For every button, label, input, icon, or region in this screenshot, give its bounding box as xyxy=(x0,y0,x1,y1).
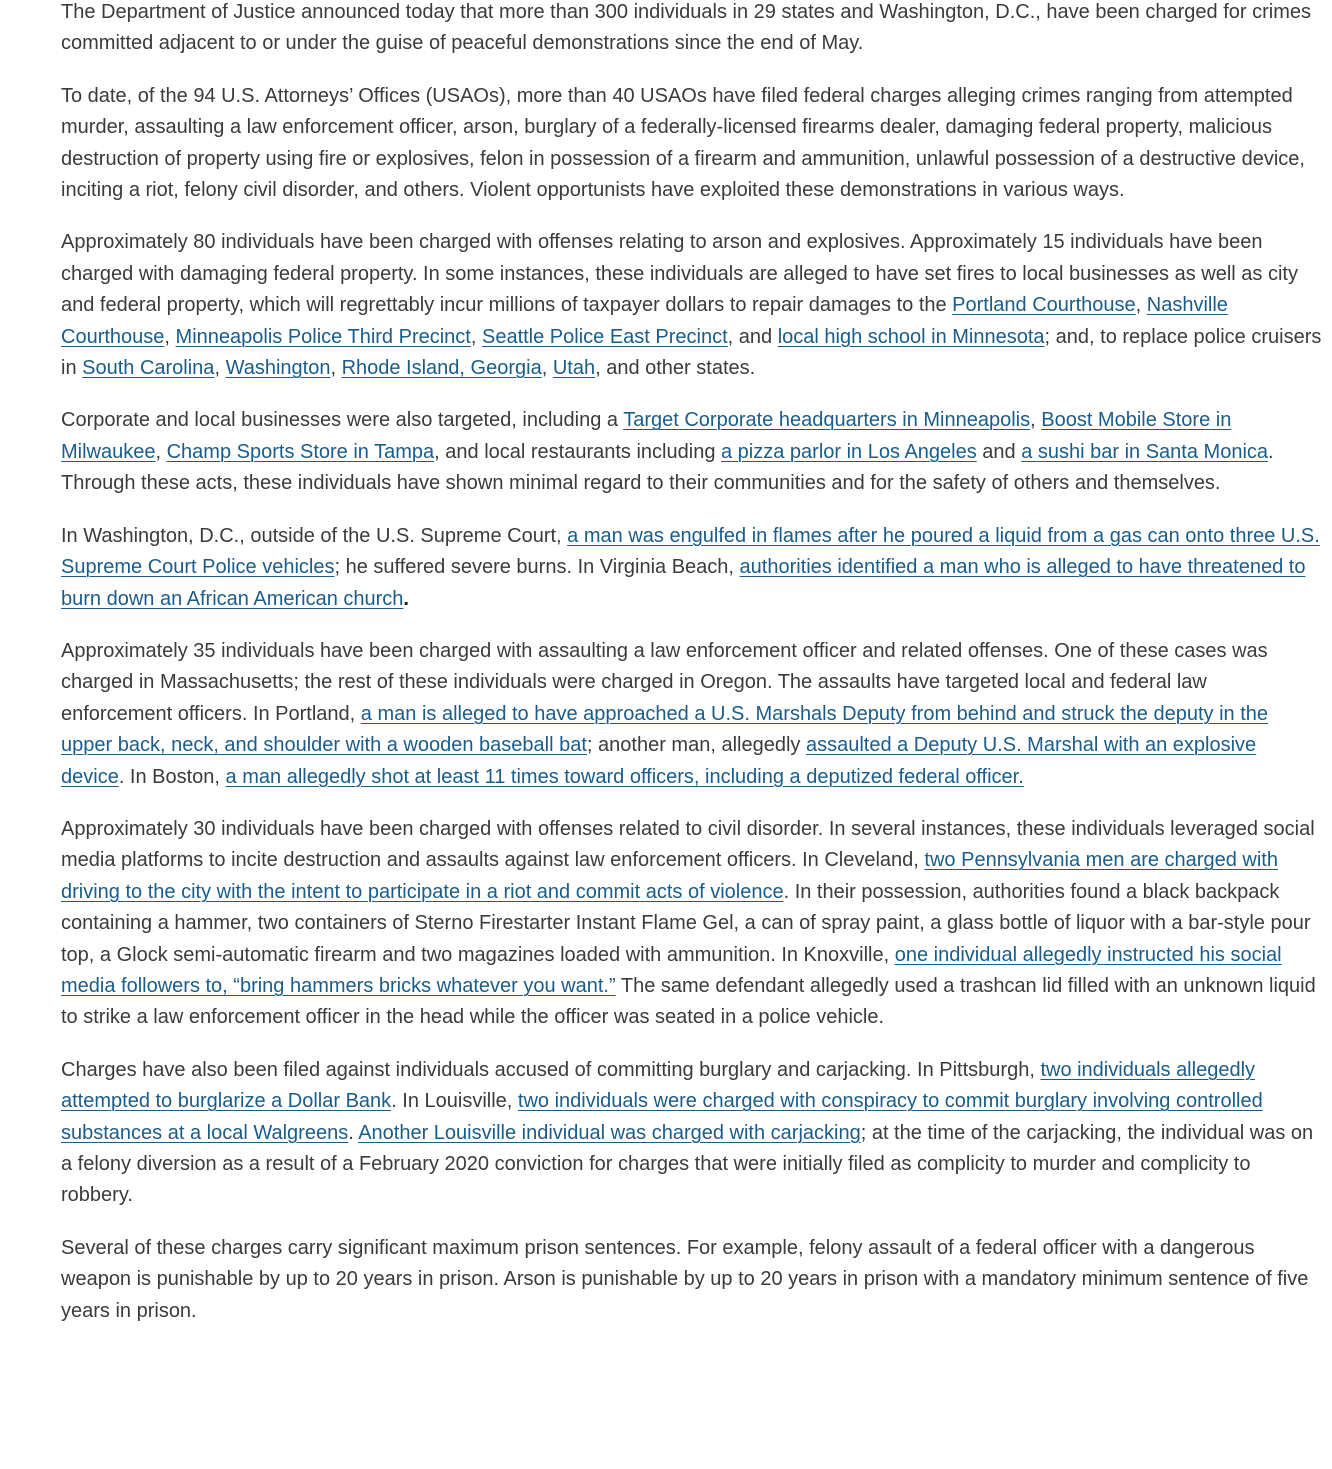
paragraph-text: Corporate and local businesses were also targeted, including a xyxy=(61,409,624,432)
paragraph-text: ; and, to replace police cruisers in xyxy=(61,325,1322,380)
paragraph-text: The Department of Justice announced today that more than 300 individuals in 29 states and Washington, D.C., have been charged for crimes committed adjacent to or under the guise of peaceful demonstrations since the end of May. xyxy=(61,1,1311,55)
paragraph-text: ; he suffered severe burns. In Virginia Beach, xyxy=(334,556,740,579)
article-link[interactable]: Washington xyxy=(225,357,331,380)
paragraph xyxy=(61,1055,1323,1212)
article-link[interactable]: Nashville Courthouse xyxy=(61,294,1228,348)
bold-period: . xyxy=(403,587,409,610)
article-link[interactable]: one individual allegedly instructed his social media followers to, “bring hammers bricks whatever you want.” xyxy=(61,943,1282,997)
paragraph xyxy=(61,636,1323,793)
paragraph-text: and xyxy=(976,440,1022,463)
paragraph-text: . Through these acts, these individuals have shown minimal regard to their communities and for the safety of others and themselves. xyxy=(61,440,1274,495)
article-link[interactable]: a sushi bar in Santa Monica xyxy=(1021,440,1269,463)
article-link[interactable]: a man is alleged to have approached a U.S. Marshals Deputy from behind and struck the deputy in the upper back, neck, and shoulder with a wooden baseball bat xyxy=(61,702,1268,757)
paragraph xyxy=(61,814,1323,1034)
paragraph-text: To date, of the 94 U.S. Attorneys’ Offices (USAOs), more than 40 USAOs have filed federal charges alleging crimes ranging from attempted murder, assaulting a law enforcement officer, arson, burglary of a federally-licensed firearms dealer, damaging federal property, malicious destruction of property using fire or explosives, felon in possession of a firearm and ammunition, unlawful possession of a destructive device, inciting a riot, felony civil disorder, and others. Violent opportunists have exploited these demonstrations in various ways. xyxy=(61,84,1305,202)
paragraph-text: . In Boston, xyxy=(118,765,226,788)
paragraph-text: , and other states. xyxy=(595,357,756,380)
paragraph-text: Approximately 80 individuals have been charged with offenses relating to arson and explosives. Approximately 15 individuals have been charged with damaging federal property. In some instances, these individuals are alleged to have set fires to local businesses as well as city and federal property, which will regrettably incur millions of taxpayer dollars to repair damages to the xyxy=(61,231,1298,317)
paragraph-text: , xyxy=(541,357,553,380)
paragraph xyxy=(61,227,1323,384)
article-link[interactable]: Minneapolis Police Third Precinct xyxy=(175,325,471,348)
article-link[interactable]: Seattle Police East Precinct xyxy=(481,325,728,348)
paragraph-text: In Washington, D.C., outside of the U.S. Supreme Court, xyxy=(61,524,568,547)
paragraph xyxy=(61,405,1323,499)
paragraph-text: , xyxy=(155,440,167,463)
paragraph xyxy=(61,1233,1323,1327)
article-body xyxy=(61,0,1323,1348)
article-link[interactable]: South Carolina xyxy=(82,357,215,380)
paragraph-text: , xyxy=(470,325,482,348)
paragraph-text: ; at the time of the carjacking, the individual was on a felony diversion as a result of a February 2020 conviction for charges that were initially filed as complicity to murder and complicity to robbery. xyxy=(61,1121,1314,1207)
paragraph-text: , and xyxy=(727,325,778,348)
article-link[interactable]: two individuals allegedly attempted to burglarize a Dollar Bank xyxy=(61,1058,1256,1113)
article-link[interactable]: Another Louisville individual was charged with carjacking xyxy=(358,1121,861,1144)
article-link[interactable]: Target Corporate headquarters in Minneapolis xyxy=(623,409,1031,432)
paragraph-text: . In their possession, authorities found a black backpack containing a hammer, two containers of Sterno Firestarter Instant Flame Gel, a can of spray paint, a glass bottle of liquor with a bar-style pour top, a Glock semi-automatic firearm and two magazines loaded with ammunition. In Knoxville, xyxy=(61,880,1311,966)
paragraph-text: , xyxy=(164,325,176,348)
article-link[interactable]: a pizza parlor in Los Angeles xyxy=(721,440,977,463)
article-link[interactable]: Boost Mobile Store in Milwaukee xyxy=(61,409,1232,463)
article-link[interactable]: Rhode Island, Georgia xyxy=(341,357,542,380)
article-link[interactable]: a man was engulfed in flames after he poured a liquid from a gas can onto three U.S. Supreme Court Police vehicles xyxy=(61,524,1320,579)
paragraph-text: Approximately 35 individuals have been charged with assaulting a law enforcement officer and related offenses. One of these cases was charged in Massachusetts; the rest of these individuals were charged in Oregon. The assaults have targeted local and federal law enforcement officers. In Portland, xyxy=(61,639,1268,725)
paragraph-text: , xyxy=(1135,294,1147,317)
paragraph xyxy=(61,81,1323,207)
paragraph-text: , and local restaurants including xyxy=(434,440,721,463)
paragraph-text: . xyxy=(348,1121,359,1144)
article-link[interactable]: authorities identified a man who is alleged to have threatened to burn down an African American church xyxy=(61,556,1306,610)
article-link[interactable]: two Pennsylvania men are charged with driving to the city with the intent to participate in a riot and commit acts of violence xyxy=(61,849,1278,903)
paragraph-text: , xyxy=(1030,409,1042,432)
paragraph-text: . In Louisville, xyxy=(391,1090,518,1113)
paragraph-text: ; another man, allegedly xyxy=(586,734,806,757)
paragraph-text: The same defendant allegedly used a trashcan lid filled with an unknown liquid to strike a law enforcement officer in the head while the officer was seated in a police vehicle. xyxy=(61,974,1316,1029)
article-link[interactable]: assaulted a Deputy U.S. Marshal with an explosive device xyxy=(61,734,1257,788)
article-link[interactable]: Utah xyxy=(552,357,596,380)
paragraph xyxy=(61,521,1323,615)
paragraph-text: Charges have also been filed against individuals accused of committing burglary and carjacking. In Pittsburgh, xyxy=(61,1058,1041,1081)
paragraph-text: , xyxy=(214,357,226,380)
article-link[interactable]: Portland Courthouse xyxy=(952,294,1136,317)
paragraph-text: , xyxy=(330,357,342,380)
article-link[interactable]: Champ Sports Store in Tampa xyxy=(166,440,435,463)
article-link[interactable]: a man allegedly shot at least 11 times toward officers, including a deputized federal officer. xyxy=(225,765,1024,788)
article-link[interactable]: local high school in Minnesota xyxy=(777,325,1045,348)
paragraph-text: Approximately 30 individuals have been charged with offenses related to civil disorder. In several instances, these individuals leveraged social media platforms to incite destruction and assaults against law enforcement officers. In Cleveland, xyxy=(61,817,1315,872)
paragraph-text: Several of these charges carry significant maximum prison sentences. For example, felony assault of a federal officer with a dangerous weapon is punishable by up to 20 years in prison. Arson is punishable by up to 20 years in prison with a mandatory minimum sentence of five years in prison. xyxy=(61,1236,1309,1322)
article-link[interactable]: two individuals were charged with conspiracy to commit burglary involving controlled substances at a local Walgreens xyxy=(61,1090,1263,1144)
paragraph xyxy=(61,0,1323,60)
